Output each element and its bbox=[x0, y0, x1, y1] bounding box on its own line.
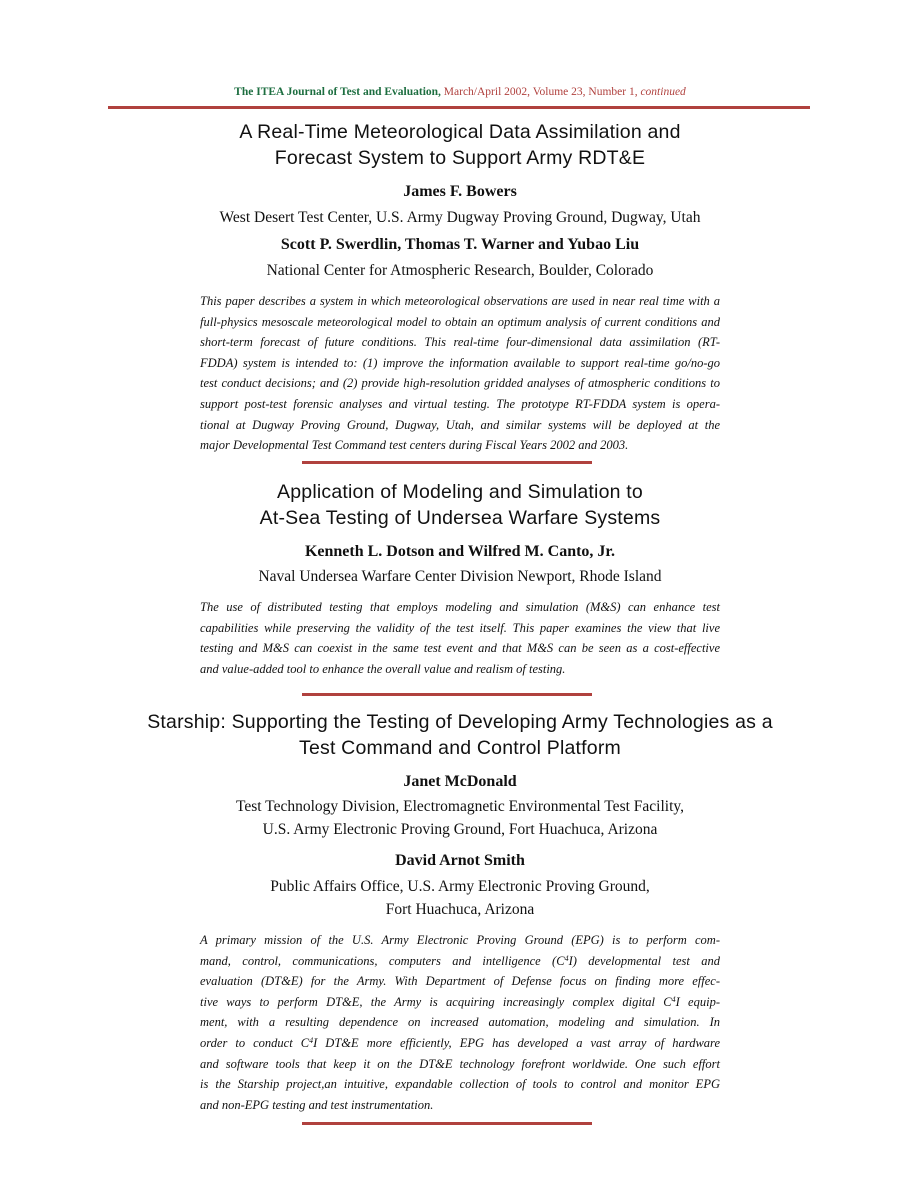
article-2-abstract bbox=[200, 597, 720, 679]
article-2-title bbox=[0, 479, 920, 531]
article-3-author-1: Janet McDonald bbox=[403, 773, 517, 790]
abstract-line: tive ways to perform DT&E, the Army is acquiring increasingly complex digital $C^4I$ equip- bbox=[200, 994, 720, 1009]
article-3-author-2: David Arnot Smith bbox=[395, 852, 525, 869]
affiliation-line: Public Affairs Office, U.S. Army Electronic Proving Ground, bbox=[270, 878, 650, 895]
affiliation-line: National Center for Atmospheric Research, Boulder, Colorado bbox=[266, 262, 654, 279]
issue-info: March/April 2002, Volume 23, Number 1, bbox=[443, 86, 638, 98]
header-rule bbox=[108, 106, 810, 109]
affiliation-line: Fort Huachuca, Arizona bbox=[385, 901, 535, 918]
article-3-abstract bbox=[200, 930, 720, 1115]
abstract-line: is the Starship project,an intuitive, expandable collection of tools to control and monitor EPG bbox=[200, 1077, 720, 1092]
article-2-author-1: Kenneth L. Dotson and Wilfred M. Canto, Jr. bbox=[304, 543, 616, 560]
section-separator bbox=[302, 461, 592, 464]
title-line: Application of Modeling and Simulation to bbox=[277, 481, 643, 503]
section-separator bbox=[302, 693, 592, 696]
abstract-line: A primary mission of the U.S. Army Electronic Proving Ground (EPG) is to perform com- bbox=[200, 933, 720, 947]
affiliation-line: Test Technology Division, Electromagnetic Environmental Test Facility, bbox=[235, 798, 685, 815]
abstract-line: capabilities while preserving the validity of the test itself. This paper examines the view that live bbox=[200, 620, 720, 635]
section-separator bbox=[302, 1122, 592, 1125]
abstract-line: full-physics mesoscale meteorological model to obtain an optimum analysis of current conditions and bbox=[200, 314, 720, 329]
abstract-line: This paper describes a system in which meteorological observations are used in near real time with a bbox=[200, 294, 720, 308]
abstract-line: short-term forecast of future conditions. This real-time four-dimensional data assimilation (RT- bbox=[200, 335, 720, 350]
article-3-title bbox=[0, 709, 920, 761]
abstract-line: ment, with a resulting dependence on increased automation, modeling and simulation. In bbox=[200, 1015, 720, 1030]
article-1-affiliation-1 bbox=[0, 206, 920, 229]
title-line: Test Command and Control Platform bbox=[299, 737, 621, 759]
article-3-affiliation-2 bbox=[0, 875, 920, 921]
continued-label: continued bbox=[640, 86, 686, 98]
article-1-affiliation-2 bbox=[0, 259, 920, 282]
affiliation-line: Naval Undersea Warfare Center Division Newport, Rhode Island bbox=[258, 568, 662, 585]
article-1-author-1: James F. Bowers bbox=[403, 183, 517, 200]
affiliation-line: U.S. Army Electronic Proving Ground, Fort Huachuca, Arizona bbox=[262, 821, 658, 838]
abstract-line: support post-test forensic analyses and virtual testing. The prototype RT-FDDA system is opera- bbox=[200, 396, 720, 411]
abstract-line: testing and M&S can coexist in the same test event and that M&S can be seen as a cost-effective bbox=[200, 641, 720, 656]
abstract-line: order to conduct $C^4I$ DT&E more efficiently, EPG has developed a vast array of hardware bbox=[200, 1035, 720, 1050]
running-head bbox=[0, 86, 920, 98]
article-1-title bbox=[0, 119, 920, 171]
affiliation-line: West Desert Test Center, U.S. Army Dugway Proving Ground, Dugway, Utah bbox=[219, 209, 701, 226]
article-3-affiliation-1 bbox=[0, 795, 920, 841]
title-line: A Real-Time Meteorological Data Assimilation and bbox=[239, 121, 681, 143]
abstract-line: evaluation (DT&E) for the Army. With Department of Defense focus on finding more effec- bbox=[200, 974, 720, 989]
title-line: Forecast System to Support Army RDT&E bbox=[274, 147, 646, 169]
title-line: At-Sea Testing of Undersea Warfare Systems bbox=[259, 507, 661, 529]
title-line: Starship: Supporting the Testing of Developing Army Technologies as a bbox=[147, 711, 773, 733]
abstract-line: and non-EPG testing and test instrumentation. bbox=[200, 1097, 434, 1112]
article-1-abstract bbox=[200, 291, 720, 456]
abstract-line: FDDA) system is intended to: (1) improve the information available to support real-time go/no-go bbox=[200, 355, 720, 370]
article-2-affiliation-1 bbox=[0, 565, 920, 588]
abstract-line: The use of distributed testing that employs modeling and simulation (M&S) can enhance test bbox=[200, 600, 720, 614]
journal-name: The ITEA Journal of Test and Evaluation, bbox=[234, 86, 441, 98]
abstract-line: mand, control, communications, computers and intelligence $(C^4I)$ developmental test and bbox=[200, 953, 720, 968]
article-1-author-2: Scott P. Swerdlin, Thomas T. Warner and Yubao Liu bbox=[280, 236, 640, 253]
abstract-line: major Developmental Test Command test centers during Fiscal Years 2002 and 2003. bbox=[200, 438, 629, 453]
abstract-line: test conduct decisions; and (2) provide high-resolution gridded analyses of atmospheric conditions to bbox=[200, 376, 720, 391]
abstract-line: tional at Dugway Proving Ground, Dugway, Utah, and similar systems will be deployed at the bbox=[200, 417, 720, 432]
abstract-line: and software tools that keep it on the DT&E technology forefront worldwide. One such effort bbox=[200, 1056, 720, 1071]
abstract-line: and value-added tool to enhance the overall value and realism of testing. bbox=[200, 661, 566, 676]
